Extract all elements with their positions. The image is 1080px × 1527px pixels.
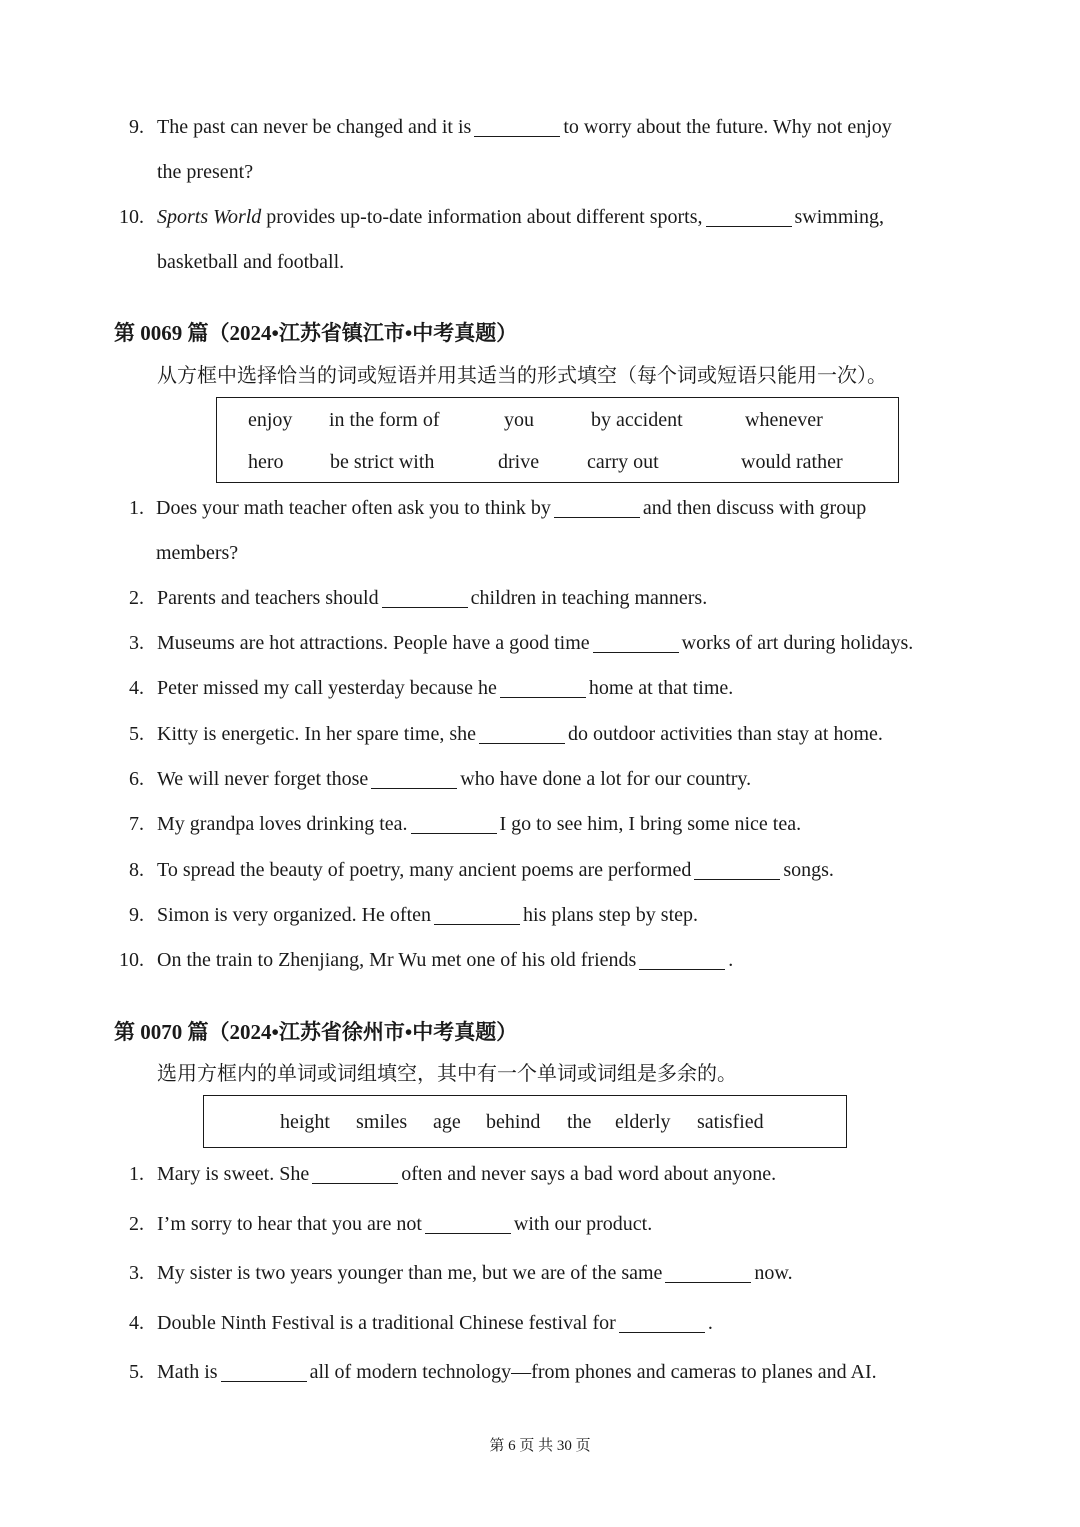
question-text [157, 721, 883, 747]
word-box-item: hero [248, 451, 284, 473]
question-number: 1. [129, 1163, 144, 1185]
answer-blank[interactable] [619, 1312, 705, 1333]
question-number: 1. [129, 497, 144, 519]
question-number: 5. [129, 723, 144, 745]
question-number: 5. [129, 1361, 144, 1383]
question-text-post: all of modern technology—from phones and cameras to planes and AI. [309, 1361, 877, 1383]
answer-blank[interactable] [312, 1163, 398, 1184]
section-instruction: 选用方框内的单词或词组填空，其中有一个单词或词组是多余的。 [157, 1063, 737, 1085]
word-box-item: be strict with [330, 451, 435, 473]
answer-blank[interactable] [639, 949, 725, 970]
question-number: 3. [129, 632, 144, 654]
question-text-pre: Does your math teacher often ask you to think by [156, 497, 551, 519]
question-number: 2. [129, 587, 144, 609]
question-text-post: home at that time. [588, 677, 734, 699]
answer-blank[interactable] [665, 1262, 751, 1283]
question-text-pre: My grandpa loves drinking tea. [157, 813, 408, 835]
word-box-item: whenever [745, 409, 823, 431]
answer-blank[interactable] [554, 497, 640, 518]
word-box-item: you [504, 409, 534, 431]
question-text [157, 1161, 776, 1187]
question-text-pre: Mary is sweet. She [157, 1163, 310, 1185]
question-text-post: . [707, 1312, 713, 1334]
word-box-item: by accident [591, 409, 683, 431]
question-text-pre: Parents and teachers should [157, 587, 379, 609]
question-text-post: with our product. [513, 1213, 653, 1235]
question-text [157, 675, 733, 701]
question-text-post: who have done a lot for our country. [460, 768, 752, 790]
answer-blank[interactable] [411, 813, 497, 834]
question-text [157, 811, 801, 837]
question-text [157, 1310, 713, 1336]
page-footer: 第 6 页 共 30 页 [489, 1438, 591, 1454]
question-text-pre: Museums are hot attractions. People have a good time [157, 632, 590, 654]
question-text-post: I go to see him, I bring some nice tea. [499, 813, 802, 835]
question-text [157, 1260, 793, 1286]
question-text-pre: Simon is very organized. He often [157, 904, 432, 926]
answer-blank[interactable] [479, 723, 565, 744]
question-text [157, 1211, 652, 1237]
section-label: 第 0069 篇 [114, 321, 209, 345]
answer-blank[interactable] [371, 768, 457, 789]
answer-blank[interactable] [221, 1361, 307, 1382]
question-text-post: works of art during holidays. [681, 632, 914, 654]
word-box [203, 1095, 847, 1148]
question-number: 10. [119, 206, 144, 228]
answer-blank[interactable] [382, 587, 468, 608]
question-number: 10. [119, 949, 144, 971]
section-instruction: 从方框中选择恰当的词或短语并用其适当的形式填空（每个词或短语只能用一次）。 [157, 365, 887, 387]
question-text-pre: Double Ninth Festival is a traditional Chinese festival for [157, 1312, 616, 1334]
word-box-item: age [433, 1111, 461, 1133]
word-box-item: elderly [615, 1111, 671, 1133]
question-continuation: members? [156, 542, 239, 564]
question-text-post: to worry about the future. Why not enjoy [563, 116, 892, 138]
question-text-post: swimming, [794, 206, 884, 228]
section-heading-0069 [114, 319, 517, 347]
question-text-pre: To spread the beauty of poetry, many ancient poems are performed [157, 859, 692, 881]
question-text [157, 585, 707, 611]
question-text-post: and then discuss with group [642, 497, 867, 519]
question-text-pre: Peter missed my call yesterday because he [157, 677, 497, 699]
question-text [157, 114, 892, 140]
question-text-pre: Kitty is energetic. In her spare time, she [157, 723, 476, 745]
word-box-item: enjoy [248, 409, 293, 431]
word-box-item: carry out [587, 451, 659, 473]
section-source: （2024•江苏省镇江市•中考真题） [208, 321, 518, 345]
question-text [157, 1359, 877, 1385]
question-text-post: now. [754, 1262, 793, 1284]
question-text-post: . [728, 949, 734, 971]
question-number: 2. [129, 1213, 144, 1235]
question-number: 6. [129, 768, 144, 790]
question-text [157, 204, 884, 230]
question-text-pre: Math is [157, 1361, 218, 1383]
question-number: 9. [129, 904, 144, 926]
question-text [157, 902, 698, 928]
word-box-item: in the form of [329, 409, 440, 431]
question-continuation: the present? [157, 161, 254, 183]
question-number: 9. [129, 116, 144, 138]
section-source: （2024•江苏省徐州市•中考真题） [208, 1020, 518, 1044]
question-text-pre: On the train to Zhenjiang, Mr Wu met one of his old friends [157, 949, 637, 971]
word-box [216, 397, 899, 483]
word-box-item: height [280, 1111, 330, 1133]
question-number: 7. [129, 813, 144, 835]
word-box-item: the [567, 1111, 592, 1133]
answer-blank[interactable] [474, 116, 560, 137]
question-number: 4. [129, 677, 144, 699]
answer-blank[interactable] [694, 859, 780, 880]
question-text-pre: We will never forget those [157, 768, 369, 790]
question-text-post: often and never says a bad word about anyone. [401, 1163, 777, 1185]
word-box-item: would rather [741, 451, 843, 473]
question-text-post: songs. [783, 859, 834, 881]
answer-blank[interactable] [706, 206, 792, 227]
answer-blank[interactable] [593, 632, 679, 653]
question-text [156, 495, 866, 521]
word-box-item: satisfied [697, 1111, 764, 1133]
question-text [157, 857, 834, 883]
answer-blank[interactable] [500, 677, 586, 698]
question-number: 8. [129, 859, 144, 881]
question-text-pre: The past can never be changed and it is [157, 116, 472, 138]
question-number: 4. [129, 1312, 144, 1334]
question-text [157, 766, 751, 792]
word-box-item: smiles [356, 1111, 408, 1133]
answer-blank[interactable] [425, 1213, 511, 1234]
question-text [157, 630, 913, 656]
question-text [157, 947, 733, 973]
section-heading-0070 [114, 1018, 517, 1046]
question-text-pre: provides up-to-date information about different sports, [266, 206, 703, 228]
question-text-post: do outdoor activities than stay at home. [567, 723, 883, 745]
question-continuation: basketball and football. [157, 251, 345, 273]
word-box-item: behind [486, 1111, 541, 1133]
question-text-post: children in teaching manners. [470, 587, 708, 609]
question-text-post: his plans step by step. [523, 904, 699, 926]
question-text-pre: I’m sorry to hear that you are not [157, 1213, 422, 1235]
magazine-title: Sports World [157, 206, 262, 228]
question-text-pre: My sister is two years younger than me, but we are of the same [157, 1262, 663, 1284]
section-label: 第 0070 篇 [114, 1020, 209, 1044]
word-box-item: drive [498, 451, 540, 473]
answer-blank[interactable] [434, 904, 520, 925]
question-number: 3. [129, 1262, 144, 1284]
